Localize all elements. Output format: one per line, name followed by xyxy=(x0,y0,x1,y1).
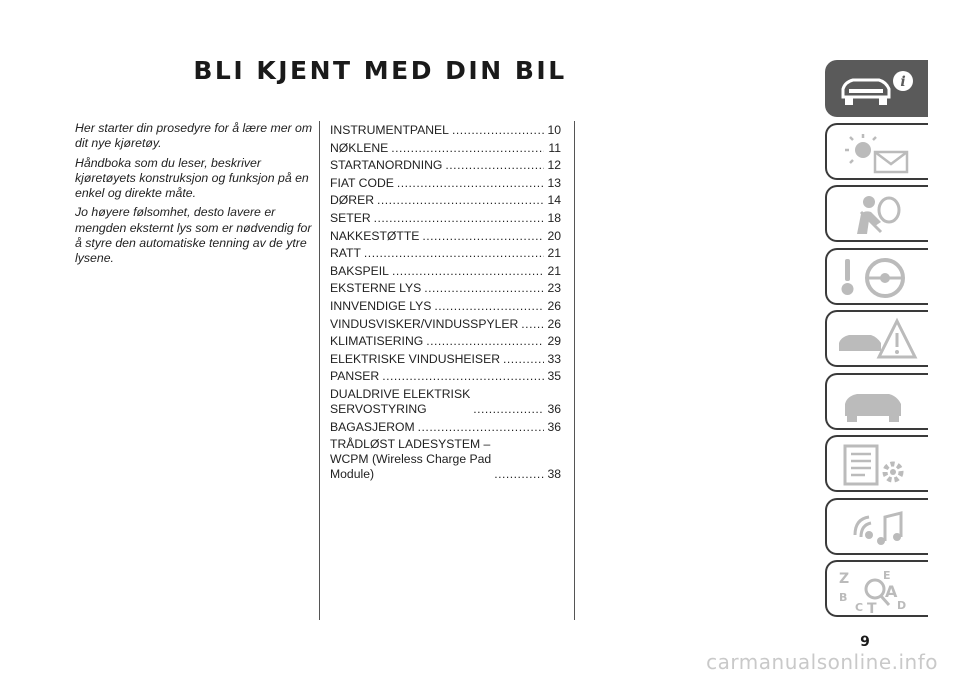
intro-paragraph: Håndboka som du leser, beskriver kjøretøyets konstruksjon og funksjon på en enkel og direkte måte. xyxy=(75,155,309,201)
toc-leader xyxy=(418,420,544,435)
toc-page: 38 xyxy=(547,467,561,482)
toc-entry[interactable] xyxy=(330,229,561,244)
toc-label: DØRER xyxy=(330,193,375,208)
toc-leader xyxy=(391,141,544,156)
toc-label: NØKLENE xyxy=(330,140,389,155)
toc-label: SETER xyxy=(330,210,371,225)
toc-leader xyxy=(503,352,544,367)
steering-key-icon xyxy=(835,255,921,301)
index-letter: A xyxy=(885,582,898,601)
toc-page: 14 xyxy=(547,193,561,208)
toc-entry[interactable] xyxy=(330,211,561,226)
toc-entry[interactable] xyxy=(330,352,561,367)
toc-label: KLIMATISERING xyxy=(330,334,424,349)
toc-label: FIAT CODE xyxy=(330,175,394,190)
toc-page: 29 xyxy=(547,334,561,349)
toc-entry[interactable] xyxy=(330,369,561,384)
toc-page: 20 xyxy=(547,228,561,243)
toc-page: 12 xyxy=(547,158,561,173)
technical-data-icon xyxy=(835,442,921,488)
toc-entry[interactable] xyxy=(330,281,561,296)
index-letter: C xyxy=(855,601,864,613)
toc-label: INNVENDIGE LYS xyxy=(330,298,432,313)
toc-label: ELEKTRISKE VINDUSHEISER xyxy=(330,351,500,366)
tab-multimedia[interactable] xyxy=(825,498,928,555)
toc-leader xyxy=(377,193,544,208)
tab-maintenance[interactable] xyxy=(825,373,928,430)
car-maintenance-icon xyxy=(835,380,921,426)
toc-leader xyxy=(521,317,544,332)
toc-leader xyxy=(382,369,544,384)
toc-entry[interactable] xyxy=(330,193,561,208)
toc-leader xyxy=(422,229,544,244)
toc-entry[interactable] xyxy=(330,387,561,417)
table-of-contents xyxy=(330,123,561,485)
toc-entry[interactable] xyxy=(330,299,561,314)
toc-entry[interactable] xyxy=(330,334,561,349)
toc-leader xyxy=(445,158,544,173)
tab-getting-to-know[interactable] xyxy=(825,60,928,117)
toc-leader xyxy=(397,176,544,191)
alphabetical-index-icon xyxy=(835,567,921,613)
toc-page: 11 xyxy=(548,140,561,155)
toc-label: PANSER xyxy=(330,369,380,384)
toc-page: 26 xyxy=(547,316,561,331)
toc-page: 26 xyxy=(547,298,561,313)
toc-label: VINDUSVISKER/VINDUSSPYLER xyxy=(330,316,519,331)
toc-leader xyxy=(434,299,544,314)
toc-leader xyxy=(473,402,544,417)
toc-label: STARTANORDNING xyxy=(330,158,443,173)
tab-technical-data[interactable] xyxy=(825,435,928,492)
page-title: BLI KJENT MED DIN BIL xyxy=(193,56,567,85)
svg-text:i: i xyxy=(900,74,906,90)
toc-label: INSTRUMENTPANEL xyxy=(330,123,449,137)
column-divider-left xyxy=(319,121,320,620)
toc-entry[interactable] xyxy=(330,141,561,156)
index-letter: E xyxy=(883,569,891,582)
toc-entry[interactable] xyxy=(330,420,561,435)
toc-page: 21 xyxy=(547,263,561,278)
watermark: carmanualsonline.info xyxy=(706,650,938,674)
toc-page: 36 xyxy=(547,419,561,434)
index-letter: Z xyxy=(839,571,850,587)
car-info-icon xyxy=(835,67,921,113)
tab-index[interactable] xyxy=(825,560,928,617)
toc-label: BAKSPEIL xyxy=(330,263,389,278)
toc-entry[interactable] xyxy=(330,264,561,279)
tab-warning-lights[interactable] xyxy=(825,123,928,180)
toc-leader xyxy=(392,264,544,279)
chapter-tabs xyxy=(825,60,928,623)
toc-leader xyxy=(364,246,544,261)
toc-leader xyxy=(452,123,544,138)
emergency-icon xyxy=(835,317,921,363)
toc-page: 33 xyxy=(547,351,561,366)
toc-page: 13 xyxy=(547,175,561,190)
toc-entry[interactable] xyxy=(330,176,561,191)
intro-text xyxy=(75,121,315,271)
safety-airbag-icon xyxy=(835,192,921,238)
toc-page: 21 xyxy=(547,246,561,261)
warning-lights-icon xyxy=(835,130,921,176)
toc-label: BAGASJEROM xyxy=(330,419,415,434)
toc-label: RATT xyxy=(330,246,361,261)
toc-entry[interactable] xyxy=(330,246,561,261)
toc-leader xyxy=(426,334,544,349)
toc-entry[interactable] xyxy=(330,123,561,138)
toc-label: NAKKESTØTTE xyxy=(330,228,420,243)
toc-page: 18 xyxy=(547,210,561,225)
toc-page: 35 xyxy=(547,369,561,384)
multimedia-icon xyxy=(835,505,921,551)
toc-leader xyxy=(374,211,544,226)
index-letter: B xyxy=(839,591,848,604)
toc-page: 23 xyxy=(547,281,561,296)
column-divider-right xyxy=(574,121,575,620)
toc-page: 36 xyxy=(547,401,561,416)
tab-starting-driving[interactable] xyxy=(825,248,928,305)
intro-paragraph: Jo høyere følsomhet, desto lavere er mengden eksternt lys som er nødvendig for å styre den automatiske tenning av de ytre lysene. xyxy=(75,205,312,266)
index-letter: D xyxy=(897,599,907,612)
toc-entry[interactable] xyxy=(330,317,561,332)
toc-label: DUALDRIVE ELEKTRISK SERVOSTYRING xyxy=(330,386,471,416)
toc-leader xyxy=(494,467,544,482)
tab-emergency[interactable] xyxy=(825,310,928,367)
page-number: 9 xyxy=(860,634,870,650)
toc-leader xyxy=(424,281,544,296)
toc-entry[interactable] xyxy=(330,158,561,173)
intro-paragraph: Her starter din prosedyre for å lære mer om dit nye kjøretøy. xyxy=(75,121,313,151)
tab-safety[interactable] xyxy=(825,185,928,242)
index-letter: T xyxy=(867,601,877,613)
toc-entry[interactable] xyxy=(330,437,561,482)
toc-page: 10 xyxy=(547,123,561,137)
toc-label: TRÅDLØST LADESYSTEM – WCPM (Wireless Charge Pad Module) xyxy=(330,437,492,482)
toc-label: EKSTERNE LYS xyxy=(330,281,422,296)
